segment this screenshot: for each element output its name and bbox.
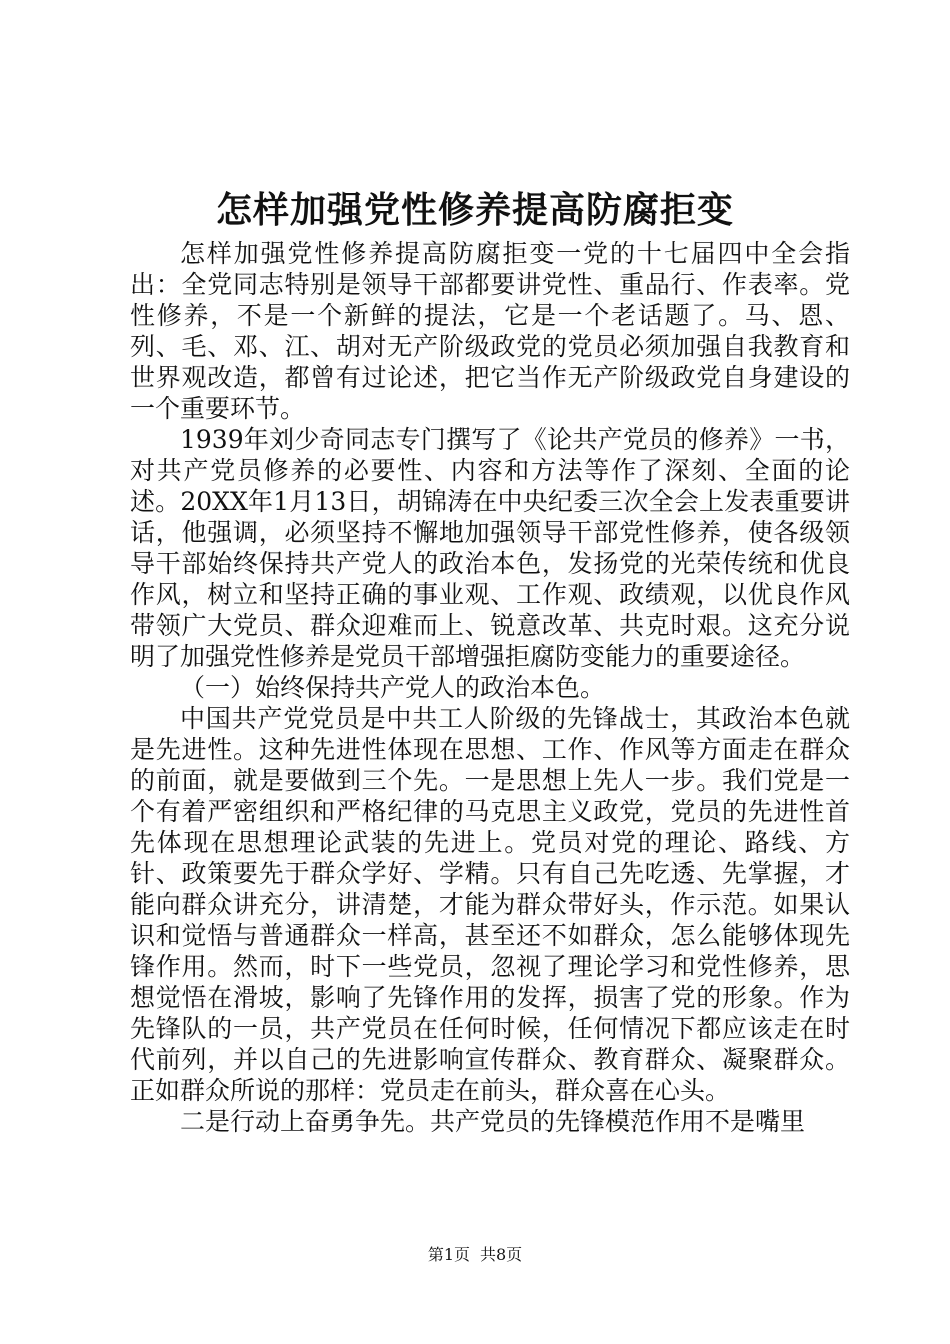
section-heading: （一）始终保持共产党人的政治本色。 bbox=[180, 673, 606, 702]
page-footer bbox=[0, 1244, 950, 1266]
page-total: 共8页 bbox=[480, 1245, 523, 1264]
document-title: 怎样加强党性修养提高防腐拒变 bbox=[215, 189, 734, 231]
paragraph: 怎样加强党性修养提高防腐拒变一党的十七届四中全会指出：全党同志特别是领导干部都要讲党性、重品行、作表率。党性修养，不是一个新鲜的提法，它是一个老话题了。马、恩、列、毛、邓、江、胡对无产阶级政党的党员必须加强自我教育和世界观改造，都曾有过论述，把它当作无产阶级政党自身建设的一个重要环节。 bbox=[130, 239, 850, 423]
paragraph: 二是行动上奋勇争先。共产党员的先锋模范作用不是嘴里 bbox=[180, 1107, 806, 1136]
paragraph: 1939年刘少奇同志专门撰写了《论共产党员的修养》一书，对共产党员修养的必要性、内容和方法等作了深刻、全面的论述。20XX年1月13日，胡锦涛在中央纪委三次全会上发表重要讲话，他强调，必须坚持不懈地加强领导干部党性修养，使各级领导干部始终保持共产党人的政治本色，发扬党的光荣传统和优良作风，树立和坚持正确的事业观、工作观、政绩观，以优良作风带领广大党员、群众迎难而上、锐意改革、共克时艰。这充分说明了加强党性修养是党员干部增强拒腐防变能力的重要途径。 bbox=[130, 425, 850, 671]
document-body bbox=[130, 238, 850, 1137]
page-number: 第1页 bbox=[427, 1245, 470, 1264]
paragraph: 中国共产党党员是中共工人阶级的先锋战士，其政治本色就是先进性。这种先进性体现在思想、工作、作风等方面走在群众的前面，就是要做到三个先。一是思想上先人一步。我们党是一个有着严密组织和严格纪律的马克思主义政党，党员的先进性首先体现在思想理论武装的先进上。党员对党的理论、路线、方针、政策要先于群众学好、学精。只有自己先吃透、先掌握，才能向群众讲充分，讲清楚，才能为群众带好头，作示范。如果认识和觉悟与普通群众一样高，甚至还不如群众，怎么能够体现先锋作用。然而，时下一些党员，忽视了理论学习和党性修养，思想觉悟在滑坡，影响了先锋作用的发挥，损害了党的形象。作为先锋队的一员，共产党员在任何时候，任何情况下都应该走在时代前列，并以自己的先进影响宣传群众、教育群众、凝聚群众。正如群众所说的那样：党员走在前头，群众喜在心头。 bbox=[130, 704, 850, 1105]
